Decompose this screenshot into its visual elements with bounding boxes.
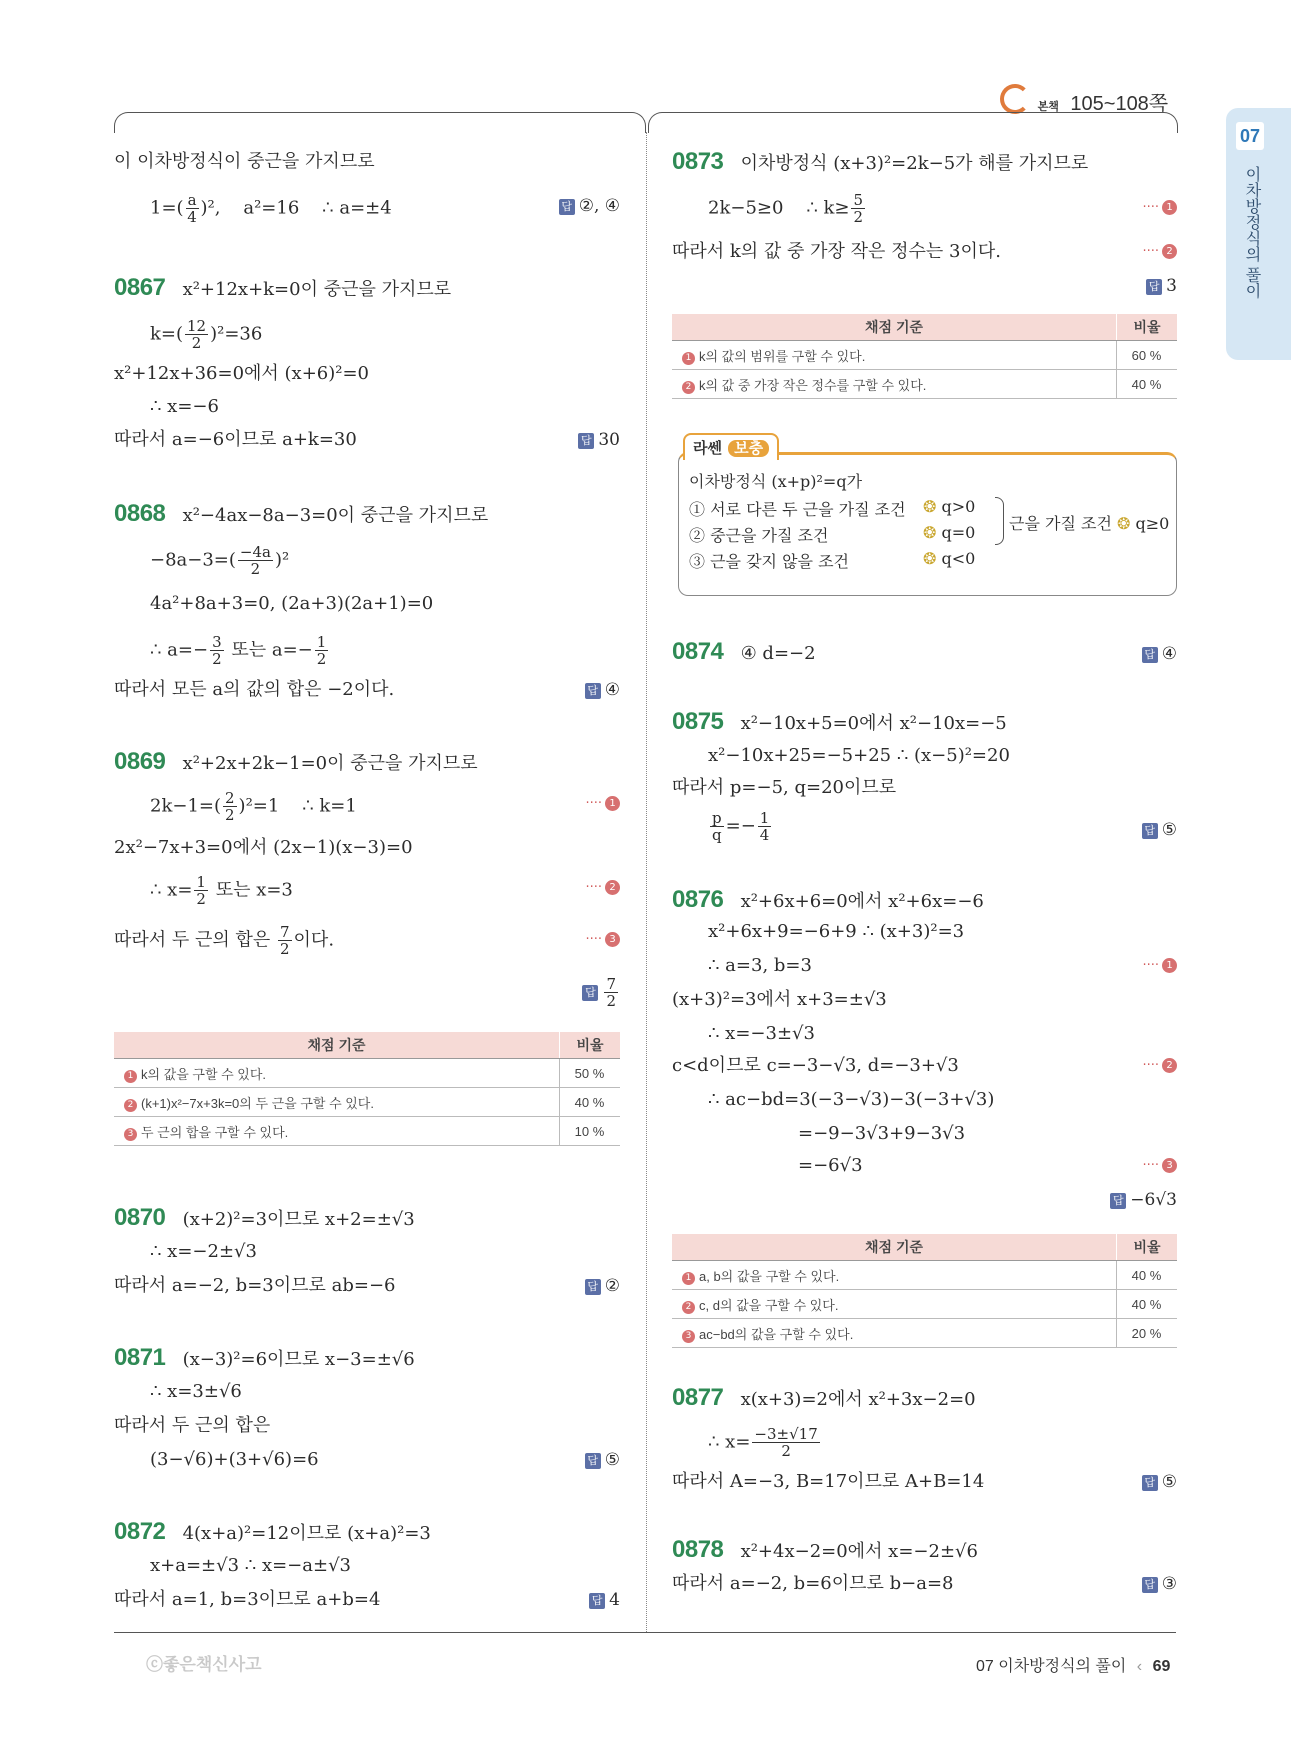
step-marker-2: ···· 2	[1142, 1058, 1177, 1073]
line-0869-2: 2k−1=( $\frac{2}{2}$ )²=1 ∴ k=1	[150, 789, 357, 824]
book-label: 본책	[1037, 101, 1059, 113]
tip-line-0: 이차방정식 (x+p)²=q가	[689, 472, 863, 491]
problem-0867	[114, 276, 451, 302]
intro-line-1: 이 이차방정식이 중근을 가지므로	[114, 151, 375, 172]
line-0869-3: 2x²−7x+3=0에서 (2x−1)(x−3)=0	[114, 837, 413, 858]
answer-0871	[585, 1450, 620, 1470]
step-marker-2: ···· 2	[1142, 244, 1177, 259]
answer-value: ③	[1161, 1574, 1177, 1594]
answer-0872	[589, 1590, 620, 1610]
answer-0870	[585, 1276, 620, 1296]
problem-0869	[114, 750, 478, 776]
line: ④ d=−2	[740, 643, 816, 664]
problem-number: 0868	[114, 500, 166, 527]
problem-number: 0874	[672, 638, 724, 665]
answer-value: −6√3	[1130, 1190, 1177, 1210]
problem-0878	[672, 1538, 978, 1564]
step-marker-1: ···· 1	[1142, 958, 1177, 973]
line-0873-3: 따라서 k의 값 중 가장 작은 정수는 3이다.	[672, 241, 1001, 262]
line: (x+2)²=3이므로 x+2=±√3	[182, 1209, 415, 1230]
problem-number: 0870	[114, 1204, 166, 1231]
page-range: 105~108쪽	[1070, 93, 1169, 115]
chevron-left-icon: ‹	[1136, 1658, 1143, 1675]
chapter-side-tab[interactable]	[1226, 108, 1291, 360]
line: (x−3)²=6이므로 x−3=±√6	[182, 1349, 415, 1370]
problem-number: 0876	[672, 886, 724, 913]
line: x²+12x+k=0이 중근을 가지므로	[182, 279, 452, 300]
line-0876-6: c<d이므로 c=−3−√3, d=−3+√3	[672, 1055, 959, 1076]
table-row: 1 k의 값을 구할 수 있다. 50 %	[114, 1059, 620, 1088]
problem-number: 0871	[114, 1344, 166, 1371]
footer-chapter-title: 07 이차방정식의 풀이	[976, 1658, 1127, 1675]
column-divider	[646, 132, 647, 1632]
problem-number: 0873	[672, 148, 724, 175]
tip-box	[678, 440, 1177, 596]
answer-0867	[578, 430, 620, 450]
line-0876-3: ∴ a=3, b=3	[708, 955, 812, 976]
refresh-arrow-icon	[1000, 84, 1030, 114]
tip-val-1: ❂ q>0	[923, 497, 976, 516]
answer-icon: 답	[589, 1593, 605, 1609]
chapter-number: 07	[1236, 122, 1264, 150]
tip-cond-2: ② 중근을 가질 조건	[689, 526, 829, 545]
line: x²+2x+2k−1=0이 중근을 가지므로	[182, 753, 478, 774]
tip-val-3: ❂ q<0	[923, 549, 976, 568]
table-row: 1 k의 값의 범위를 구할 수 있다. 60 %	[672, 341, 1177, 370]
line-0876-2: x²+6x+9=−6+9 ∴ (x+3)²=3	[708, 921, 965, 942]
line-0876-8: =−9−3√3+9−3√3	[798, 1123, 966, 1144]
line-0867-3: x²+12x+36=0에서 (x+6)²=0	[114, 363, 370, 384]
line-0867-2: k=( $\frac{12}{2}$ )²=36	[150, 317, 263, 352]
answer-intro	[559, 196, 620, 216]
line-0868-5: 따라서 모든 a의 값의 합은 −2이다.	[114, 679, 395, 700]
line-0868-2: −8a−3=( $\frac{-4a}{2}$ )²	[150, 543, 290, 578]
line: x²−10x+5=0에서 x²−10x=−5	[740, 713, 1007, 734]
problem-0877	[672, 1386, 976, 1412]
line: 4(x+a)²=12이므로 (x+a)²=3	[182, 1523, 431, 1544]
answer-icon: 답	[1142, 647, 1158, 663]
line-0870-2: ∴ x=−2±√3	[150, 1241, 257, 1262]
problem-number: 0867	[114, 274, 166, 301]
answer-icon: 답	[585, 1279, 601, 1295]
line-0872-2: x+a=±√3 ∴ x=−a±√3	[150, 1555, 351, 1576]
score-table-0869	[114, 1032, 620, 1146]
line: x²+6x+6=0에서 x²+6x=−6	[740, 891, 984, 912]
score-header: 채점 기준	[672, 314, 1117, 341]
arrow-circle-icon: ❂	[1117, 514, 1131, 533]
line-0871-4: (3−√6)+(3+√6)=6	[150, 1449, 319, 1470]
problem-0870	[114, 1206, 415, 1232]
footer-copyright: ⓒ좋은책신사고	[146, 1655, 262, 1674]
line-0872-3: 따라서 a=1, b=3이므로 a+b=4	[114, 1589, 381, 1610]
footer-chapter	[976, 1653, 1170, 1676]
line: x²+4x−2=0에서 x=−2±√6	[740, 1541, 978, 1562]
answer-value: 30	[598, 430, 620, 450]
arrow-circle-icon: ❂	[923, 497, 937, 516]
line-0876-5: ∴ x=−3±√3	[708, 1023, 815, 1044]
answer-0868	[585, 680, 620, 700]
answer-0875	[1142, 820, 1177, 840]
footer-rule	[114, 1632, 1176, 1633]
line-0868-4: ∴ a=− $\frac{3}{2}$ 또는 a=− $\frac{1}{2}$	[150, 633, 327, 668]
answer-icon: 답	[1142, 1475, 1158, 1491]
brace	[995, 497, 1004, 545]
line: x(x+3)=2에서 x²+3x−2=0	[740, 1389, 976, 1410]
line-0875-3: 따라서 p=−5, q=20이므로	[672, 777, 897, 798]
problem-number: 0869	[114, 748, 166, 775]
chapter-title: 이차방정식의 풀이	[1243, 166, 1260, 299]
answer-icon: 답	[1146, 279, 1162, 295]
tip-cond-3: ③ 근을 갖지 않을 조건	[689, 552, 849, 571]
problem-0872	[114, 1520, 431, 1546]
intro-line-2: 1=( $\frac{a}{4}$ )², a²=16 ∴ a=±4	[150, 191, 392, 226]
tip-brace-label: 근을 가질 조건 ❂ q≥0	[1009, 514, 1170, 533]
line: x²−4ax−8a−3=0이 중근을 가지므로	[182, 505, 489, 526]
line-0878-2: 따라서 a=−2, b=6이므로 b−a=8	[672, 1573, 954, 1594]
line-0875-2: x²−10x+25=−5+25 ∴ (x−5)²=20	[708, 745, 1010, 766]
problem-0868	[114, 502, 488, 528]
tip-badge	[683, 433, 779, 460]
problem-0871	[114, 1346, 415, 1372]
score-table-0876	[672, 1234, 1177, 1348]
problem-0874	[672, 640, 816, 666]
line-0867-4: ∴ x=−6	[150, 396, 219, 417]
line: 이차방정식 (x+3)²=2k−5가 해를 가지므로	[740, 153, 1089, 174]
table-row: 3 ac−bd의 값을 구할 수 있다. 20 %	[672, 1319, 1177, 1348]
tip-val-2: ❂ q=0	[923, 523, 976, 542]
table-row: 2 (k+1)x²−7x+3k=0의 두 근을 구할 수 있다. 40 %	[114, 1088, 620, 1117]
answer-icon: 답	[559, 199, 575, 215]
line-0871-2: ∴ x=3±√6	[150, 1381, 242, 1402]
line-0876-9: =−6√3	[798, 1155, 863, 1176]
line-0875-4: $\frac{p}{q}$ =− $\frac{1}{4}$	[712, 809, 770, 844]
table-row: 2 c, d의 값을 구할 수 있다. 40 %	[672, 1290, 1177, 1319]
answer-icon: 답	[1110, 1193, 1126, 1209]
table-row: 2 k의 값 중 가장 작은 정수를 구할 수 있다. 40 %	[672, 370, 1177, 399]
line-0877-3: 따라서 A=−3, B=17이므로 A+B=14	[672, 1471, 985, 1492]
table-row: 1 a, b의 값을 구할 수 있다. 40 %	[672, 1261, 1177, 1290]
arrow-circle-icon: ❂	[923, 523, 937, 542]
frame-left-top	[114, 112, 646, 133]
step-marker-2: ···· 2	[585, 880, 620, 895]
line-0871-3: 따라서 두 근의 합은	[114, 1415, 271, 1436]
score-table-0873	[672, 314, 1177, 399]
answer-value: ⑤	[1161, 1472, 1177, 1492]
problem-0875	[672, 710, 1007, 736]
table-row: 3 두 근의 합을 구할 수 있다. 10 %	[114, 1117, 620, 1146]
answer-icon: 답	[1142, 823, 1158, 839]
answer-value: 3	[1166, 276, 1177, 296]
step-marker-1: ···· 1	[1142, 200, 1177, 215]
line-0869-4: ∴ x= $\frac{1}{2}$ 또는 x=3	[150, 873, 293, 908]
ratio-header: 비율	[1117, 1234, 1178, 1261]
answer-0877	[1142, 1472, 1177, 1492]
problem-0876	[672, 888, 984, 914]
answer-icon: 답	[1142, 1577, 1158, 1593]
answer-icon: 답	[582, 985, 598, 1001]
tip-cond-1: ① 서로 다른 두 근을 가질 조건	[689, 500, 906, 519]
answer-icon: 답	[585, 683, 601, 699]
line-0868-3: 4a²+8a+3=0, (2a+3)(2a+1)=0	[150, 593, 434, 614]
answer-icon: 답	[585, 1453, 601, 1469]
problem-number: 0877	[672, 1384, 724, 1411]
line-0870-3: 따라서 a=−2, b=3이므로 ab=−6	[114, 1275, 396, 1296]
answer-value: ②, ④	[578, 196, 620, 216]
step-marker-1: ···· 1	[585, 796, 620, 811]
tip-brand: 라쎈	[693, 440, 722, 457]
line-0873-2: 2k−5≥0 ∴ k≥ $\frac{5}{2}$	[708, 191, 864, 226]
line-0876-4: (x+3)²=3에서 x+3=±√3	[672, 989, 887, 1010]
answer-0873	[1146, 276, 1177, 296]
answer-0876	[1110, 1190, 1177, 1210]
line-0869-5: 따라서 두 근의 합은 $\frac{7}{2}$ 이다.	[114, 923, 335, 958]
answer-value: ⑤	[1161, 820, 1177, 840]
ratio-header: 비율	[1117, 314, 1178, 341]
answer-0878	[1142, 1574, 1177, 1594]
answer-value: ⑤	[604, 1450, 620, 1470]
arrow-circle-icon: ❂	[923, 549, 937, 568]
answer-value: 4	[609, 1590, 620, 1610]
answer-0869: 답 $\frac{7}{2}$	[582, 976, 620, 1009]
ratio-header: 비율	[560, 1032, 621, 1059]
tip-tag: 보충	[728, 440, 769, 457]
line-0867-5: 따라서 a=−6이므로 a+k=30	[114, 429, 357, 450]
answer-value: ④	[604, 680, 620, 700]
problem-number: 0875	[672, 708, 724, 735]
problem-number: 0872	[114, 1518, 166, 1545]
problem-0873	[672, 150, 1088, 176]
answer-0874	[1142, 644, 1177, 664]
answer-value: ④	[1161, 644, 1177, 664]
problem-number: 0878	[672, 1536, 724, 1563]
step-marker-3: ···· 3	[585, 932, 620, 947]
line-0877-2: ∴ x= $\frac{-3\pm√17}{2}$	[708, 1425, 818, 1460]
score-header: 채점 기준	[672, 1234, 1117, 1261]
step-marker-3: ···· 3	[1142, 1158, 1177, 1173]
frame-right-top	[648, 112, 1178, 133]
line-0876-7: ∴ ac−bd=3(−3−√3)−3(−3+√3)	[708, 1089, 995, 1110]
footer-page-number: 69	[1152, 1658, 1171, 1675]
score-header: 채점 기준	[114, 1032, 560, 1059]
answer-icon: 답	[578, 433, 594, 449]
answer-value: ②	[604, 1276, 620, 1296]
